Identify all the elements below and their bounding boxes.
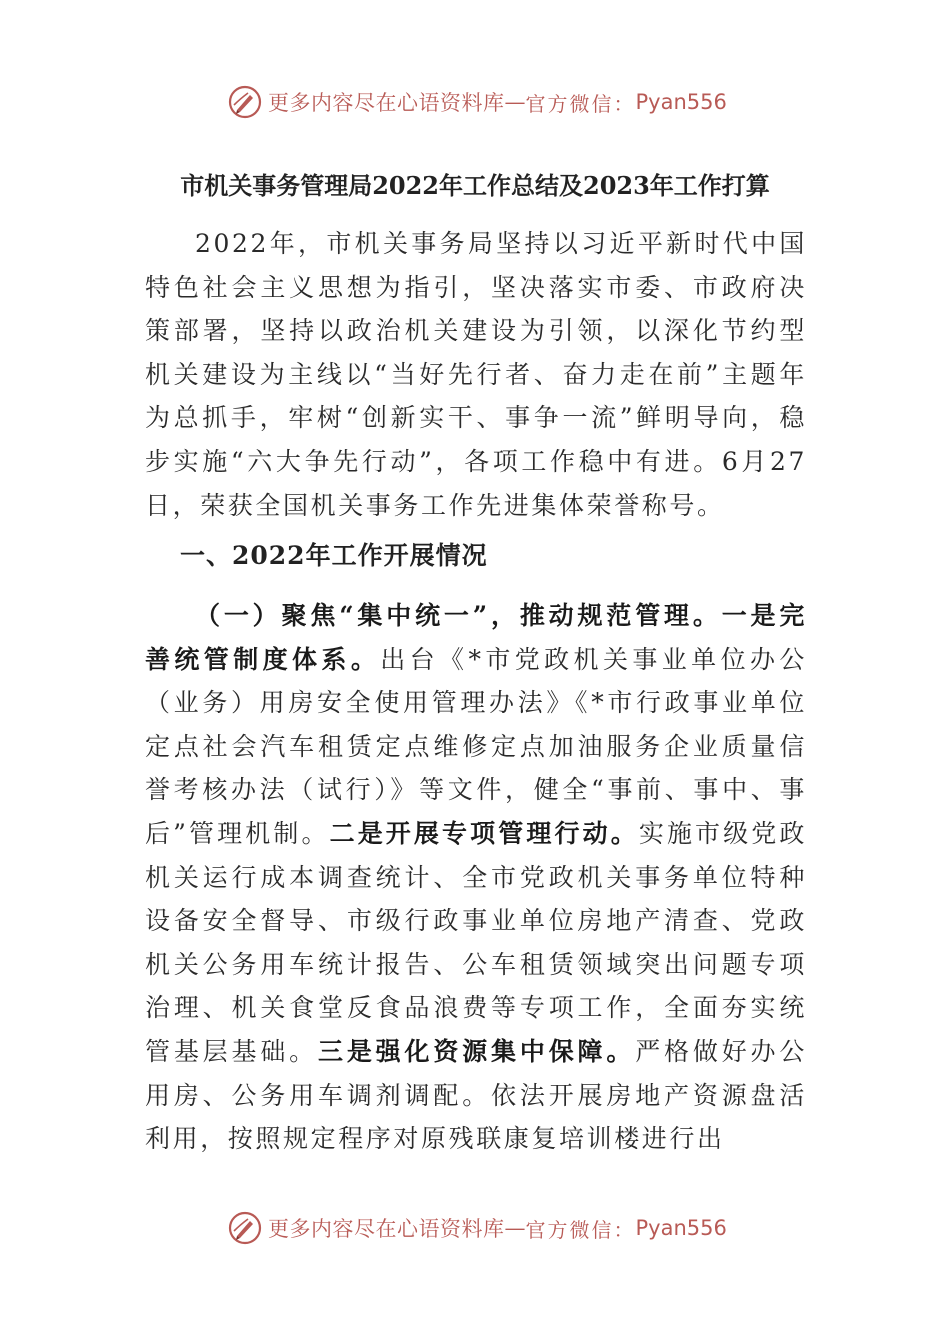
watermark-dash: —	[504, 90, 526, 114]
watermark-banner-top	[228, 82, 727, 122]
intro-paragraph: 2022年，市机关事务局坚持以习近平新时代中国特色社会主义思想为指引，坚决落实市委、市政府决策部署，坚持以政治机关建设为引领，以深化节约型机关建设为主线以“当好先行者、奋力走在前”主题年为总抓手，牢树“创新实干、事争一流”鲜明导向，稳步实施“六大争先行动”，各项工作稳中有进。6月27日，荣获全国机关事务工作先进集体荣誉称号。	[145, 229, 807, 520]
section-heading: 一、2022年工作开展情况	[180, 541, 488, 570]
paragraph-bold-3: 三是强化资源集中保障。	[318, 1036, 636, 1066]
section-paragraph	[145, 594, 807, 1161]
document-title: 市机关事务管理局2022年工作总结及2023年工作打算	[180, 171, 770, 200]
paragraph-text-2: 实施市级党政机关运行成本调查统计、全市党政机关事务单位特种设备安全督导、市级行政事业单位房地产清查、党政机关公务用车统计报告、公车租赁领域突出问题专项治理、机关食堂反食品浪费等专项工作，全面夯实统管基层基础。	[145, 818, 807, 1066]
watermark-wechat-label: 官方微信：	[525, 1217, 636, 1242]
watermark-dash: —	[504, 1216, 526, 1240]
paragraph-text-3: 严格做好办公用房、公务用车调剂调配。依法开展房地产资源盘活利用，按照规定程序对原残联康复培训楼进行出	[145, 1036, 807, 1154]
pen-logo-icon	[228, 1211, 262, 1245]
watermark-wechat-label: 官方微信：	[525, 91, 636, 116]
watermark-wechat-id: Pyan556	[635, 1216, 727, 1240]
paragraph-bold-2: 二是开展专项管理行动。	[329, 818, 639, 848]
watermark-banner-bottom	[228, 1208, 727, 1248]
paragraph-lead-bold: （一）聚焦“集中统一”，推动规范管理。一是完善统管制度体系。	[145, 601, 807, 674]
pen-logo-icon	[228, 85, 262, 119]
watermark-brand: 更多内容尽在心语资料库	[268, 91, 505, 115]
paragraph-text-1: 出台《*市党政机关事业单位办公（业务）用房安全使用管理办法》《*市行政事业单位定点社会汽车租赁定点维修定点加油服务企业质量信誉考核办法（试行）》等文件，健全“事前、事中、事后”管理机制。	[145, 644, 807, 848]
watermark-wechat-id: Pyan556	[635, 90, 727, 114]
watermark-brand: 更多内容尽在心语资料库	[268, 1217, 505, 1241]
